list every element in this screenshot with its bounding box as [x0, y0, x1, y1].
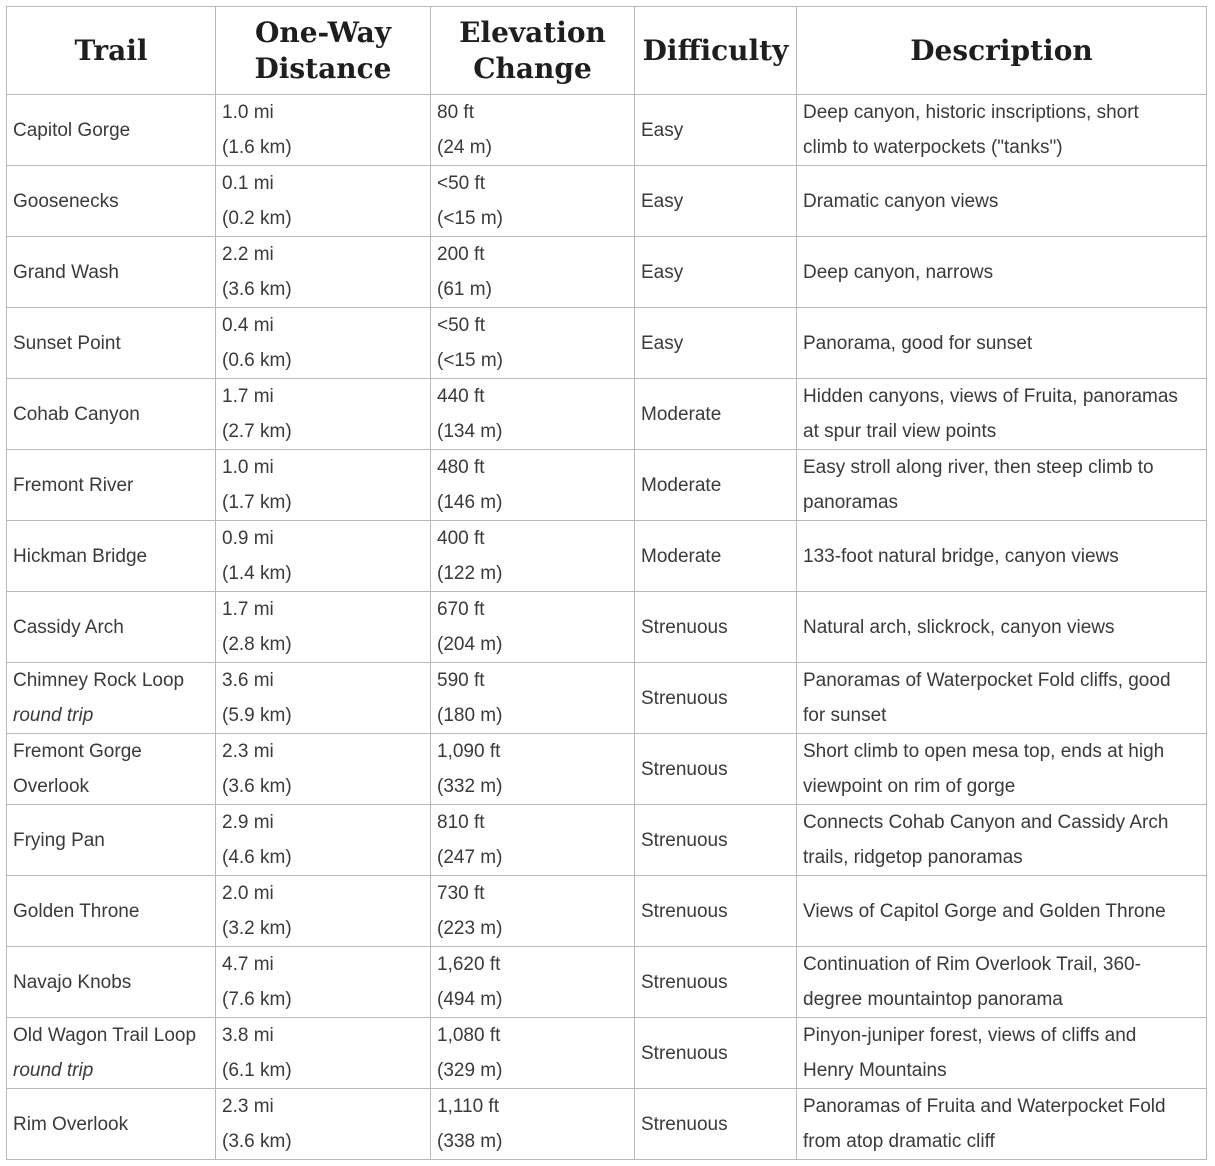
difficulty-cell [635, 237, 797, 308]
description-line: Panoramas of Waterpocket Fold cliffs, good [803, 670, 1171, 691]
trail-cell [7, 308, 216, 379]
trail-note: round trip [13, 1060, 94, 1081]
description-cell [797, 308, 1207, 379]
description-line: from atop dramatic cliff [803, 1131, 995, 1152]
difficulty-cell [635, 308, 797, 379]
description-cell [797, 734, 1207, 805]
table-row [7, 947, 1207, 1018]
trail-cell [7, 805, 216, 876]
description-cell [797, 876, 1207, 947]
trail-name: Fremont Gorge [13, 741, 142, 762]
elevation-cell [431, 521, 635, 592]
table-row [7, 237, 1207, 308]
table-row [7, 876, 1207, 947]
difficulty-cell [635, 734, 797, 805]
elevation-meters: (329 m) [437, 1060, 503, 1081]
difficulty-value: Easy [641, 190, 684, 212]
description-line: Easy stroll along river, then steep climb to [803, 457, 1154, 478]
elevation-feet: 1,110 ft [437, 1096, 499, 1117]
trail-name: Cohab Canyon [13, 403, 140, 425]
trail-cell [7, 450, 216, 521]
difficulty-cell [635, 1018, 797, 1089]
trail-name: Navajo Knobs [13, 971, 132, 993]
description-cell [797, 805, 1207, 876]
difficulty-cell [635, 805, 797, 876]
trail-name: Hickman Bridge [13, 545, 148, 567]
difficulty-value: Strenuous [641, 1113, 728, 1135]
elevation-meters: (122 m) [437, 563, 503, 584]
trail-name: Frying Pan [13, 829, 105, 851]
description-line: panoramas [803, 492, 899, 513]
distance-cell [216, 663, 431, 734]
distance-miles: 2.3 mi [222, 741, 274, 762]
distance-km: (7.6 km) [222, 989, 292, 1010]
elevation-cell [431, 592, 635, 663]
header-elevation [431, 7, 635, 95]
trail-cell [7, 237, 216, 308]
difficulty-value: Easy [641, 332, 684, 354]
description-cell [797, 166, 1207, 237]
description-line: for sunset [803, 705, 887, 726]
elevation-meters: (223 m) [437, 918, 503, 939]
distance-km: (1.4 km) [222, 563, 292, 584]
description-line: Natural arch, slickrock, canyon views [803, 616, 1115, 638]
trail-name: Grand Wash [13, 261, 119, 283]
header-row [7, 7, 1207, 95]
elevation-cell [431, 95, 635, 166]
difficulty-value: Strenuous [641, 829, 728, 851]
description-line: Panoramas of Fruita and Waterpocket Fold [803, 1096, 1166, 1117]
elevation-cell [431, 1089, 635, 1160]
elevation-meters: (332 m) [437, 776, 503, 797]
elevation-feet: 400 ft [437, 528, 485, 549]
distance-miles: 1.7 mi [222, 386, 274, 407]
description-cell [797, 1018, 1207, 1089]
description-cell [797, 95, 1207, 166]
trail-name: Fremont River [13, 474, 134, 496]
distance-cell [216, 450, 431, 521]
difficulty-cell [635, 95, 797, 166]
distance-km: (4.6 km) [222, 847, 292, 868]
elevation-feet: 590 ft [437, 670, 485, 691]
header-description [797, 7, 1207, 95]
description-line: Short climb to open mesa top, ends at high [803, 741, 1165, 762]
header-distance [216, 7, 431, 95]
difficulty-value: Moderate [641, 403, 722, 425]
description-cell [797, 947, 1207, 1018]
description-line: Views of Capitol Gorge and Golden Throne [803, 900, 1166, 922]
distance-km: (2.7 km) [222, 421, 292, 442]
table-row [7, 1089, 1207, 1160]
difficulty-value: Strenuous [641, 1042, 728, 1064]
difficulty-value: Strenuous [641, 616, 728, 638]
header-difficulty [635, 7, 797, 95]
distance-miles: 2.3 mi [222, 1096, 274, 1117]
difficulty-cell [635, 450, 797, 521]
elevation-feet: <50 ft [437, 173, 486, 194]
difficulty-value: Easy [641, 261, 684, 283]
distance-km: (0.6 km) [222, 350, 292, 371]
difficulty-value: Strenuous [641, 687, 728, 709]
difficulty-cell [635, 592, 797, 663]
description-line: Deep canyon, narrows [803, 261, 994, 283]
elevation-feet: 480 ft [437, 457, 485, 478]
description-line: Continuation of Rim Overlook Trail, 360- [803, 954, 1141, 975]
elevation-cell [431, 805, 635, 876]
header-trail-label: Trail [74, 33, 148, 67]
difficulty-cell [635, 379, 797, 450]
description-cell [797, 592, 1207, 663]
header-distance-line1: One-Way [254, 15, 392, 49]
elevation-meters: (494 m) [437, 989, 503, 1010]
distance-cell [216, 876, 431, 947]
distance-cell [216, 1089, 431, 1160]
trails-table-container [6, 6, 1207, 1160]
description-line: degree mountaintop panorama [803, 989, 1063, 1010]
elevation-meters: (146 m) [437, 492, 503, 513]
distance-miles: 3.8 mi [222, 1025, 274, 1046]
description-line: Henry Mountains [803, 1060, 947, 1081]
description-cell [797, 379, 1207, 450]
description-cell [797, 450, 1207, 521]
table-row [7, 805, 1207, 876]
distance-cell [216, 166, 431, 237]
header-difficulty-label: Difficulty [642, 33, 789, 67]
trail-name-cont: Overlook [13, 776, 90, 797]
table-row [7, 734, 1207, 805]
elevation-cell [431, 663, 635, 734]
distance-cell [216, 379, 431, 450]
difficulty-cell [635, 663, 797, 734]
elevation-cell [431, 308, 635, 379]
trail-name: Golden Throne [13, 900, 140, 922]
elevation-meters: (180 m) [437, 705, 503, 726]
elevation-feet: 1,080 ft [437, 1025, 501, 1046]
trail-name: Rim Overlook [13, 1113, 129, 1135]
table-row [7, 521, 1207, 592]
description-line: Hidden canyons, views of Fruita, panoramas [803, 386, 1178, 407]
header-description-label: Description [910, 33, 1093, 67]
description-cell [797, 663, 1207, 734]
distance-cell [216, 805, 431, 876]
elevation-meters: (<15 m) [437, 350, 503, 371]
distance-km: (3.6 km) [222, 1131, 292, 1152]
trail-name: Chimney Rock Loop [13, 670, 185, 691]
distance-km: (5.9 km) [222, 705, 292, 726]
description-line: at spur trail view points [803, 421, 997, 442]
distance-miles: 2.2 mi [222, 244, 274, 265]
distance-miles: 0.9 mi [222, 528, 274, 549]
elevation-cell [431, 947, 635, 1018]
distance-miles: 1.0 mi [222, 102, 274, 123]
difficulty-value: Strenuous [641, 971, 728, 993]
description-line: climb to waterpockets ("tanks") [803, 137, 1063, 158]
difficulty-value: Strenuous [641, 900, 728, 922]
distance-cell [216, 734, 431, 805]
elevation-feet: <50 ft [437, 315, 486, 336]
description-line: 133-foot natural bridge, canyon views [803, 545, 1119, 567]
trail-name: Old Wagon Trail Loop [13, 1025, 197, 1046]
trail-cell [7, 521, 216, 592]
trail-name: Capitol Gorge [13, 119, 131, 141]
elevation-cell [431, 734, 635, 805]
description-line: Deep canyon, historic inscriptions, short [803, 102, 1139, 123]
header-trail [7, 7, 216, 95]
table-row [7, 663, 1207, 734]
distance-miles: 2.0 mi [222, 883, 274, 904]
distance-cell [216, 521, 431, 592]
distance-miles: 0.4 mi [222, 315, 274, 336]
elevation-meters: (204 m) [437, 634, 503, 655]
distance-km: (1.7 km) [222, 492, 292, 513]
distance-km: (3.6 km) [222, 776, 292, 797]
description-line: Pinyon-juniper forest, views of cliffs and [803, 1025, 1137, 1046]
elevation-feet: 1,090 ft [437, 741, 501, 762]
distance-cell [216, 308, 431, 379]
trail-cell [7, 95, 216, 166]
trail-cell [7, 166, 216, 237]
table-row [7, 95, 1207, 166]
elevation-meters: (247 m) [437, 847, 503, 868]
distance-cell [216, 95, 431, 166]
trail-note: round trip [13, 705, 94, 726]
distance-cell [216, 1018, 431, 1089]
trail-cell [7, 379, 216, 450]
description-line: Panorama, good for sunset [803, 332, 1033, 354]
distance-miles: 1.7 mi [222, 599, 274, 620]
description-cell [797, 521, 1207, 592]
table-row [7, 592, 1207, 663]
elevation-feet: 730 ft [437, 883, 485, 904]
trail-cell [7, 734, 216, 805]
elevation-cell [431, 379, 635, 450]
table-row [7, 1018, 1207, 1089]
table-row [7, 379, 1207, 450]
distance-miles: 0.1 mi [222, 173, 274, 194]
elevation-cell [431, 237, 635, 308]
difficulty-cell [635, 876, 797, 947]
difficulty-value: Strenuous [641, 758, 728, 780]
difficulty-value: Moderate [641, 545, 722, 567]
table-row [7, 450, 1207, 521]
table-body [7, 95, 1207, 1160]
distance-cell [216, 947, 431, 1018]
distance-km: (2.8 km) [222, 634, 292, 655]
distance-km: (0.2 km) [222, 208, 292, 229]
elevation-meters: (61 m) [437, 279, 492, 300]
header-elevation-line1: Elevation [459, 15, 606, 49]
distance-miles: 3.6 mi [222, 670, 274, 691]
difficulty-cell [635, 947, 797, 1018]
trail-name: Cassidy Arch [13, 616, 124, 638]
difficulty-cell [635, 166, 797, 237]
elevation-feet: 1,620 ft [437, 954, 501, 975]
distance-miles: 4.7 mi [222, 954, 274, 975]
trail-cell [7, 947, 216, 1018]
elevation-feet: 810 ft [437, 812, 485, 833]
elevation-cell [431, 876, 635, 947]
header-elevation-line2: Change [473, 51, 592, 85]
description-line: Connects Cohab Canyon and Cassidy Arch [803, 812, 1169, 833]
difficulty-cell [635, 1089, 797, 1160]
description-line: viewpoint on rim of gorge [803, 776, 1016, 797]
distance-km: (1.6 km) [222, 137, 292, 158]
elevation-cell [431, 450, 635, 521]
distance-cell [216, 237, 431, 308]
description-cell [797, 1089, 1207, 1160]
trail-name: Goosenecks [13, 190, 119, 212]
trail-cell [7, 663, 216, 734]
elevation-meters: (134 m) [437, 421, 503, 442]
trail-cell [7, 1018, 216, 1089]
difficulty-value: Easy [641, 119, 684, 141]
description-line: trails, ridgetop panoramas [803, 847, 1023, 868]
elevation-feet: 200 ft [437, 244, 485, 265]
trail-cell [7, 876, 216, 947]
description-cell [797, 237, 1207, 308]
elevation-meters: (338 m) [437, 1131, 503, 1152]
distance-km: (3.6 km) [222, 279, 292, 300]
distance-miles: 2.9 mi [222, 812, 274, 833]
trails-table [6, 6, 1207, 1160]
elevation-cell [431, 166, 635, 237]
elevation-feet: 440 ft [437, 386, 485, 407]
elevation-feet: 670 ft [437, 599, 485, 620]
trail-cell [7, 1089, 216, 1160]
elevation-cell [431, 1018, 635, 1089]
table-row [7, 166, 1207, 237]
elevation-meters: (<15 m) [437, 208, 503, 229]
elevation-feet: 80 ft [437, 102, 474, 123]
distance-miles: 1.0 mi [222, 457, 274, 478]
difficulty-value: Moderate [641, 474, 722, 496]
distance-km: (6.1 km) [222, 1060, 292, 1081]
difficulty-cell [635, 521, 797, 592]
description-line: Dramatic canyon views [803, 190, 999, 212]
distance-cell [216, 592, 431, 663]
trail-name: Sunset Point [13, 332, 121, 354]
trail-cell [7, 592, 216, 663]
table-row [7, 308, 1207, 379]
elevation-meters: (24 m) [437, 137, 492, 158]
header-distance-line2: Distance [254, 51, 392, 85]
distance-km: (3.2 km) [222, 918, 292, 939]
